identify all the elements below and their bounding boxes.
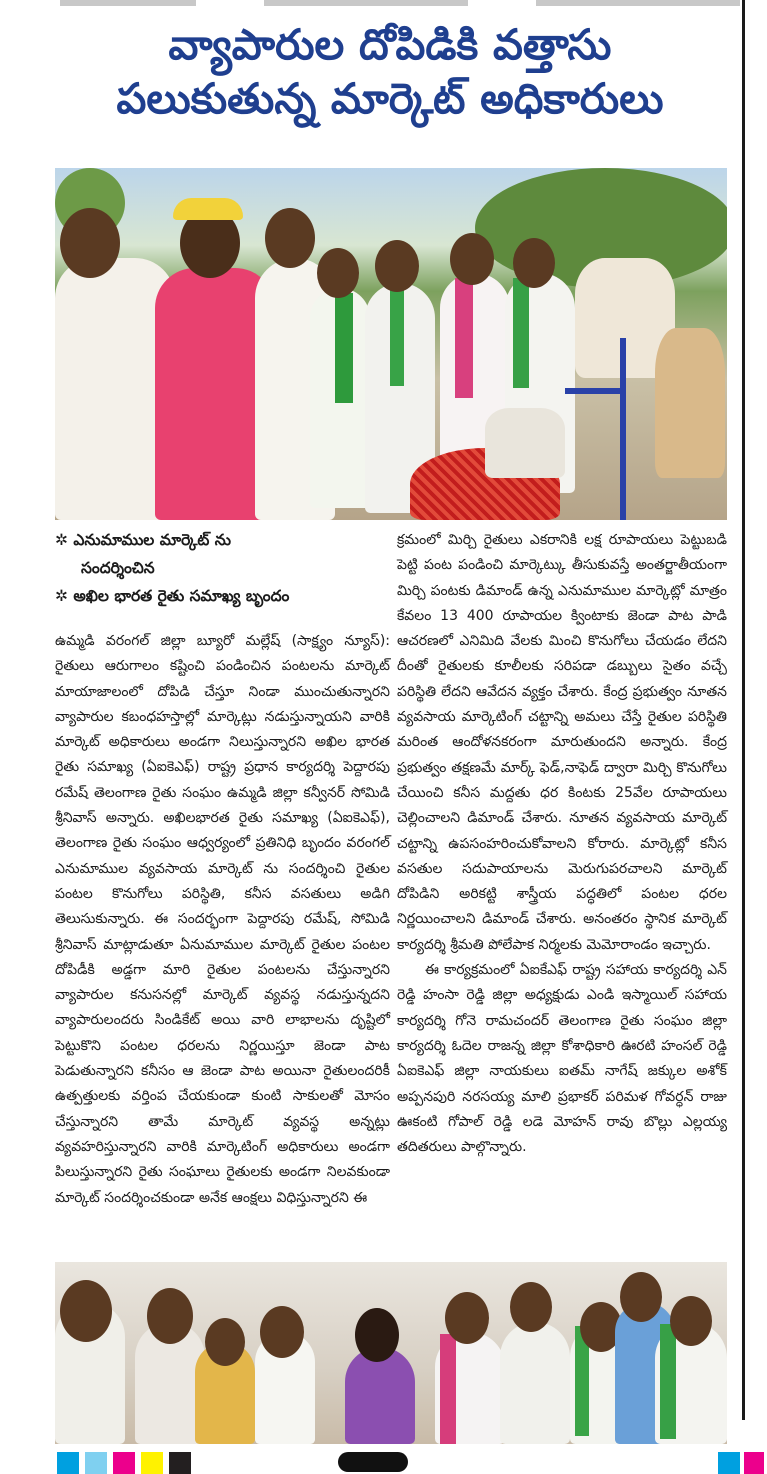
- article-left-column: [55, 629, 390, 1211]
- pink-scarf: [455, 278, 473, 398]
- scale-bar: [565, 388, 625, 394]
- person-head: [670, 1296, 712, 1346]
- person-head: [60, 208, 120, 278]
- print-mark-magenta: [744, 1452, 764, 1474]
- person-head: [620, 1272, 662, 1322]
- article-text: ఉమ్మడి వరంగల్ జిల్లా బ్యూరో మల్లేష్ (సాక్ష్యం న్యూస్): రైతులు ఆరుగాలం కష్టించి పండించిన పంటలను మార్కెట్ మాయాజాలంలో దోపిడి చేస్తూ నిండా ముంచుతున్నారని వ్యాపారుల కబంధహస్తాల్లో మార్కెట్లు నడుస్తున్నాయని వారికి మార్కెట్ అధికారులు అండగా నిలుస్తున్నారని అఖిల భారత రైతు సమాఖ్య (ఏఐకెఎఫ్) రాష్ట్ర ప్రధాన కార్యదర్శి పెద్దారపు రమేష్ తెలంగాణ రైతు సంఘం ఉమ్మడి జిల్లా కన్వీనర్ సోమిడి శ్రీనివాస్ అన్నారు. అఖిలభారత రైతు సమాఖ్య (ఏఐకెఎఫ్), తెలంగాణ రైతు సంఘం ఆధ్వర్యంలో ప్రతినిధి బృందం వరంగల్ ఎనుమాముల వ్యవసాయ మార్కెట్ ను సందర్శించి రైతుల పంటల కొనుగోలు పరిస్థితి, కనీస వసతులు అడిగి తెలుసుకున్నారు. ఈ సందర్భంగా పెద్దారపు రమేష్, సోమిడి శ్రీనివాస్ మాట్లాడుతూ ఏనుమాముల మార్కెట్ రైతుల పంటల దోపిడీకి అడ్డగా మారి రైతుల పంటలను చేస్తున్నారని వ్యాపారుల కనుసనల్లో మార్కెట్ వ్యవస్థ నడుస్తున్నదని వ్యాపారులందరు సిండికేట్ అయి వారి లాభాలను దృష్టిలో పెట్టుకొని పంటల ధరలను నిర్ణయిస్తూ జెండా పాట పెడుతున్నారని కనీసం ఆ జెండా పాట అయినా రైతులందరికీ ఉత్పత్తులకు వర్తింప చేయకుండా కుంటి సాకులతో మోసం చేస్తున్నారని తామే మార్కెట్ వ్యవస్థ అన్నట్లు వ్యవహరిస్తున్నారని వారికి మార్కెటింగ్ అధికారులు అండగా పిలుస్తున్నారని రైతు సంఘాలు రైతులకు అండగా నిలవకుండా మార్కెట్ సందర్శించకుండా అనేక ఆంక్షలు విధిస్తున్నారని ఈ: [55, 633, 390, 1206]
- person-head: [265, 208, 315, 268]
- person-head: [205, 1318, 245, 1366]
- green-scarf: [660, 1324, 676, 1439]
- person-head: [513, 238, 555, 288]
- person: [500, 1322, 570, 1444]
- print-mark-yellow: [141, 1452, 163, 1474]
- yellow-cap: [173, 198, 243, 220]
- article-text-p2: ఈ కార్యక్రమంలో ఏఐకేఎఫ్ రాష్ట్ర సహాయ కార్యదర్శి ఎన్ రెడ్డి హంసా రెడ్డి జిల్లా అధ్యక్షుడు ఎండి ఇస్మాయిల్ సహాయ కార్యదర్శి గోనె రామచందర్ తెలంగాణ రైతు సంఘం జిల్లా కార్యదర్శి ఓదెల రాజన్న జిల్లా కోశాధికారి ఊరటి హంసల్ రెడ్డి ఏఐకెఎఫ్ జిల్లా నాయకులు ఐతమ్ నాగేష్ జక్కుల అశోక్ అప్పనపురి నరసయ్య మాలి ప్రభాకర్ పరిమళ గోవర్ధన్ రాజు ఊకంటి గోపాల్ రెడ్డి లడె మోహన్ రావు బొల్లు ఎల్లయ్య తదితరులు పాల్గొన్నారు.: [397, 962, 727, 1156]
- headline: [40, 18, 740, 126]
- person-head: [510, 1282, 552, 1332]
- highlights: [55, 526, 390, 610]
- column-rule: [742, 0, 745, 1420]
- print-mark-light-cyan: [85, 1452, 107, 1474]
- person-head: [317, 248, 359, 298]
- print-mark-cyan: [57, 1452, 79, 1474]
- person-head: [260, 1306, 304, 1358]
- print-mark-magenta: [113, 1452, 135, 1474]
- print-mark-center: [338, 1452, 408, 1472]
- pink-scarf: [440, 1334, 456, 1444]
- green-scarf: [335, 293, 353, 403]
- green-scarf: [513, 278, 529, 388]
- sack: [485, 408, 565, 478]
- highlight-1: ✲ ఎనుమాముల మార్కెట్ ను: [55, 531, 231, 549]
- print-mark-cyan: [718, 1452, 740, 1474]
- person-head: [445, 1292, 489, 1344]
- print-mark-black: [169, 1452, 191, 1474]
- person-head: [147, 1288, 193, 1344]
- person-head: [450, 233, 494, 285]
- article-text-p1: క్రమంలో మిర్చి రైతులు ఎకరానికి లక్ష రూపాయలు పెట్టుబడి పెట్టి పంట పండించి మార్కెట్కు తీసుకువస్తే అంతర్జాతీయంగా మిర్చి పంటకు డిమాండ్ ఉన్న ఎనుమాముల మార్కెట్లో మాత్రం కేవలం 13 400 రూపాయల క్వింటాకు జెండా పాట పాడి ఆచరణలో ఎనిమిది వేలకు మించి కొనుగోలు చేయడం లేదని దీంతో రైతులకు కూలీలకు సరిపడా డబ్బులు సైతం వచ్చే పరిస్థితి లేదని ఆవేదన వ్యక్తం చేశారు. కేంద్ర ప్రభుత్వం నూతన వ్యవసాయ మార్కెటింగ్ చట్టాన్ని అమలు చేస్తే రైతుల పరిస్థితి మరింత ఆందోళనకరంగా మారుతుందని అన్నారు. కేంద్ర ప్రభుత్వం తక్షణమే మార్క్ ఫెడ్,నాఫెడ్ ద్వారా మిర్చి కొనుగోలు చేయించి కనీస మద్దతు ధర కింటకు 25వేల రూపాయలు చెల్లించాలని డిమాండ్ చేశారు. నూతన వ్యవసాయ మార్కెట్ చట్టాన్ని ఉపసంహరించుకోవాలని కోరారు. మార్కెట్లో కనీస వసతుల సదుపాయాలను మెరుగుపరచాలని మార్కెట్ దోపిడిని అరికట్టి శాస్త్రీయ పద్ధతిలో పంటల ధరల నిర్ణయించాలని డిమాండ్ చేశారు. అనంతరం స్థానిక మార్కెట్ కార్యదర్శి శ్రీమతి పోలేపాక నిర్మలకు మెమోరాండం ఇచ్చారు.: [397, 532, 727, 953]
- person-head: [375, 240, 419, 292]
- person-head: [355, 1308, 399, 1362]
- bottom-photo: [55, 1262, 727, 1444]
- headline-line-1: వ్యాపారుల దోపిడికి వత్తాసు: [168, 20, 612, 69]
- main-photo: [55, 168, 727, 520]
- sack: [655, 328, 725, 478]
- person-head: [60, 1280, 112, 1342]
- article-right-column: [397, 528, 727, 1160]
- top-print-strip: [60, 0, 740, 6]
- green-scarf: [390, 286, 404, 386]
- scale-pole: [620, 338, 626, 520]
- headline-line-2: పలుకుతున్న మార్కెట్ అధికారులు: [116, 73, 664, 123]
- highlight-2: ✲ అఖిల భారత రైతు సమాఖ్య బృందం: [55, 587, 290, 605]
- highlight-1-cont: సందర్శించిన: [81, 559, 155, 577]
